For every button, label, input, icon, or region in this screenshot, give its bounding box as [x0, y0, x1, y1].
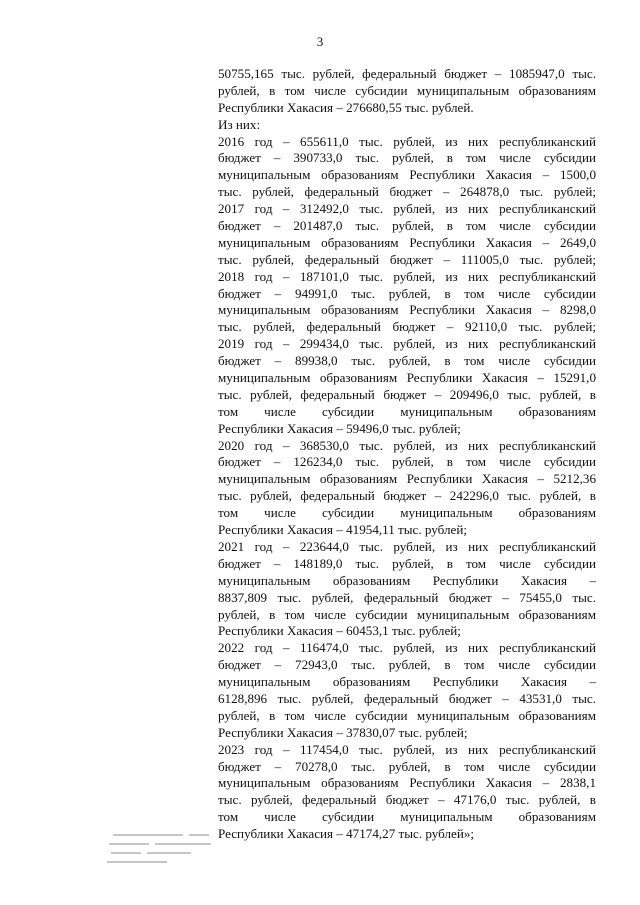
text-line: Республики Хакасия – 276680,55 тыс. рублей. [218, 99, 474, 115]
text-line: 2017 год – 312492,0 тыс. рублей, из них республиканский [218, 201, 596, 217]
text-line: бюджет – 126234,0 тыс. рублей, в том числе субсидии [218, 454, 596, 470]
text-line: бюджет – 89938,0 тыс. рублей, в том числе субсидии [218, 353, 596, 369]
document-body [218, 66, 596, 843]
text-line: муниципальным образованиям Республики Хакасия – 2838,1 [218, 775, 596, 791]
text-line: 2021 год – 223644,0 тыс. рублей, из них республиканский [218, 538, 596, 554]
text-line: 2018 год – 187101,0 тыс. рублей, из них республиканский [218, 268, 596, 284]
text-line: рублей, в том числе субсидии муниципальным образованиям [218, 606, 596, 622]
text-line: 2022 год – 116474,0 тыс. рублей, из них республиканский [218, 640, 596, 656]
text-line: 6128,896 тыс. рублей, федеральный бюджет – 43531,0 тыс. [218, 690, 596, 706]
text-line: муниципальным образованиям Республики Хакасия – 1500,0 [218, 167, 596, 183]
text-line: Республики Хакасия – 37830,07 тыс. рублей; [218, 724, 468, 740]
text-line: тыс. рублей, федеральный бюджет – 264878,0 тыс. рублей; [218, 184, 596, 200]
text-line: муниципальным образованиям Республики Хакасия – 5212,36 [218, 471, 596, 487]
text-line: бюджет – 148189,0 тыс. рублей, в том числе субсидии [218, 555, 596, 571]
text-line: бюджет – 72943,0 тыс. рублей, в том числе субсидии [218, 657, 596, 673]
text-line: муниципальным образованиям Республики Хакасия – 8298,0 [218, 302, 596, 318]
text-line: 50755,165 тыс. рублей, федеральный бюджет – 1085947,0 тыс. [218, 66, 596, 81]
text-line: бюджет – 201487,0 тыс. рублей, в том числе субсидии [218, 218, 596, 234]
text-line: тыс. рублей, федеральный бюджет – 242296,0 тыс. рублей, в [218, 488, 596, 504]
text-line: 2020 год – 368530,0 тыс. рублей, из них республиканский [218, 437, 596, 453]
text-line: том числе субсидии муниципальным образованиям [218, 403, 596, 419]
text-line: 2019 год – 299434,0 тыс. рублей, из них республиканский [218, 336, 596, 352]
text-line: муниципальным образованиям Республики Хакасия – 15291,0 [218, 370, 596, 386]
text-line: 2023 год – 117454,0 тыс. рублей, из них республиканский [218, 741, 596, 757]
text-line: муниципальным образованиям Республики Хакасия – [218, 674, 596, 690]
text-line: Республики Хакасия – 59496,0 тыс. рублей; [218, 420, 461, 436]
text-line: тыс. рублей, федеральный бюджет – 47176,0 тыс. рублей, в [218, 792, 596, 808]
text-line: Республики Хакасия – 41954,11 тыс. рублей; [218, 522, 467, 538]
text-line: рублей, в том числе субсидии муниципальным образованиям [218, 82, 596, 98]
text-line: 8837,809 тыс. рублей, федеральный бюджет – 75455,0 тыс. [218, 589, 596, 605]
text-line: тыс. рублей, федеральный бюджет – 209496,0 тыс. рублей, в [218, 386, 596, 402]
text-line: 2016 год – 655611,0 тыс. рублей, из них республиканский [218, 133, 596, 149]
text-line: бюджет – 94991,0 тыс. рублей, в том числе субсидии [218, 285, 596, 301]
text-line: бюджет – 70278,0 тыс. рублей, в том числе субсидии [218, 758, 596, 774]
text-line: том числе субсидии муниципальным образованиям [218, 505, 596, 521]
text-line: тыс. рублей, федеральный бюджет – 111005,0 тыс. рублей; [218, 251, 596, 267]
text-line: бюджет – 390733,0 тыс. рублей, в том числе субсидии [218, 150, 596, 166]
text-line: рублей, в том числе субсидии муниципальным образованиям [218, 707, 596, 723]
faded-stamp [107, 828, 215, 868]
text-line: том числе субсидии муниципальным образованиям [218, 809, 596, 825]
text-line: Республики Хакасия – 60453,1 тыс. рублей; [218, 623, 461, 639]
text-line: тыс. рублей, федеральный бюджет – 92110,0 тыс. рублей; [218, 319, 596, 335]
page-number: 3 [316, 34, 324, 49]
text-line: муниципальным образованиям Республики Хакасия – [218, 572, 596, 588]
text-line: муниципальным образованиям Республики Хакасия – 2649,0 [218, 234, 596, 250]
text-line: Из них: [218, 116, 261, 132]
text-line: Республики Хакасия – 47174,27 тыс. рублей»; [218, 826, 475, 842]
